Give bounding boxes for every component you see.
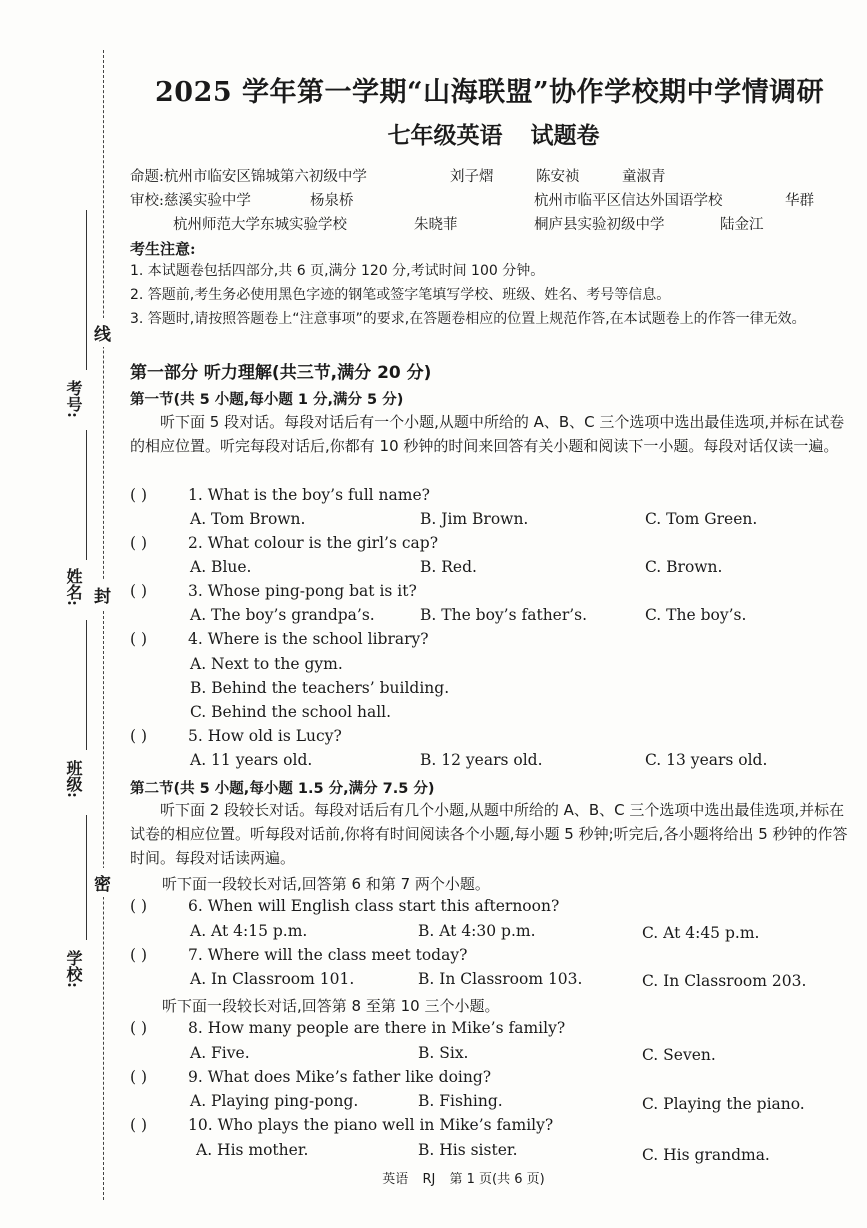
option-c: C. The boy’s.	[645, 606, 747, 624]
part1-heading: 第一部分 听力理解(共三节,满分 20 分)	[130, 363, 432, 383]
notes-heading: 考生注意:	[130, 240, 196, 258]
answer-blank[interactable]: ( )	[130, 582, 148, 600]
option-b: B. Behind the teachers’ building.	[190, 679, 450, 697]
question-8	[130, 1019, 565, 1037]
exam-title: 2025 学年第一学期“山海联盟”协作学校期中学情调研	[155, 77, 825, 108]
field-school-rule	[86, 815, 87, 940]
option-a: A. 11 years old.	[190, 751, 313, 769]
option-c: C. Brown.	[645, 558, 723, 576]
subtitle-type: 试题卷	[530, 122, 600, 149]
option-b: B. Jim Brown.	[420, 510, 529, 528]
question-stem: 4. Where is the school library?	[188, 630, 429, 648]
section2-heading: 第二节(共 5 小题,每小题 1.5 分,满分 7.5 分)	[130, 781, 435, 797]
option-a: A. Playing ping-pong.	[190, 1092, 359, 1110]
answer-blank[interactable]: ( )	[130, 534, 148, 552]
exam-subtitle	[0, 117, 867, 150]
option-b: B. Fishing.	[418, 1092, 503, 1110]
option-c: C. In Classroom 203.	[642, 972, 807, 990]
option-a: A. Blue.	[190, 558, 252, 576]
option-b: B. In Classroom 103.	[418, 970, 583, 988]
field-name-rule	[86, 430, 87, 560]
question-stem: 8. How many people are there in Mike’s family?	[188, 1019, 566, 1037]
question-stem: 3. Whose ping-pong bat is it?	[188, 582, 417, 600]
answer-blank[interactable]: ( )	[130, 1068, 148, 1086]
field-exam-number-label: 考号:	[64, 380, 83, 418]
footer-edition: RJ	[422, 1172, 436, 1187]
answer-blank[interactable]: ( )	[130, 486, 148, 504]
option-c: C. Playing the piano.	[642, 1095, 805, 1113]
question-3	[130, 582, 417, 600]
section2-sub-instruction-1: 听下面一段较长对话,回答第 6 和第 7 两个小题。	[162, 875, 490, 893]
option-b: B. 12 years old.	[420, 751, 543, 769]
field-school	[62, 950, 92, 988]
question-stem: 6. When will English class start this afternoon?	[188, 897, 560, 915]
question-1	[130, 486, 430, 504]
option-a: A. His mother.	[196, 1141, 309, 1159]
question-6	[130, 897, 559, 915]
answer-blank[interactable]: ( )	[130, 897, 148, 915]
option-a: A. The boy’s grandpa’s.	[190, 606, 375, 624]
footer-page-number: 第 1 页(共 6 页)	[449, 1172, 545, 1187]
option-b: B. The boy’s father’s.	[420, 606, 588, 624]
answer-blank[interactable]: ( )	[130, 1019, 148, 1037]
credit-reviewer-4: 陆金江	[720, 217, 764, 233]
answer-blank[interactable]: ( )	[130, 630, 148, 648]
credit-reviewer-school-3: 杭州师范大学东城实验学校	[173, 217, 347, 233]
option-c: C. At 4:45 p.m.	[642, 924, 760, 942]
credit-author-3: 童淑青	[622, 169, 666, 185]
question-4	[130, 630, 429, 648]
question-stem: 9. What does Mike’s father like doing?	[188, 1068, 492, 1086]
question-stem: 10. Who plays the piano well in Mike’s family?	[188, 1116, 554, 1134]
option-b: B. Red.	[420, 558, 477, 576]
option-c: C. Behind the school hall.	[190, 703, 392, 721]
question-stem: 1. What is the boy’s full name?	[188, 486, 430, 504]
answer-blank[interactable]: ( )	[130, 946, 148, 964]
answer-blank[interactable]: ( )	[130, 1116, 148, 1134]
field-class-rule	[86, 620, 87, 750]
section1-instruction: 听下面 5 段对话。每段对话后有一个小题,从题中所给的 A、B、C 三个选项中选出最佳选项,并标在试卷的相应位置。听完每段对话后,你都有 10 秒钟的时间来回答有关小题和阅读下一小题。每段对话仅读一遍。	[130, 413, 845, 455]
answer-blank[interactable]: ( )	[130, 727, 148, 745]
question-9	[130, 1068, 491, 1086]
footer-subject: 英语	[382, 1172, 409, 1187]
seal-mark-line: 线	[94, 318, 111, 347]
credit-reviewer-3: 朱晓菲	[414, 217, 458, 233]
option-b: B. At 4:30 p.m.	[418, 922, 536, 940]
option-a: A. Next to the gym.	[190, 655, 343, 673]
credit-author-2: 陈安祯	[536, 169, 580, 185]
option-a: A. Five.	[190, 1044, 250, 1062]
credit-reviewer-school-1: 审校:慈溪实验中学	[130, 193, 251, 209]
question-2	[130, 534, 438, 552]
field-exam-number	[62, 380, 92, 418]
credit-reviewer-school-2: 杭州市临平区信达外国语学校	[534, 193, 723, 209]
section2-sub-instruction-2: 听下面一段较长对话,回答第 8 至第 10 三个小题。	[162, 997, 500, 1015]
option-c: C. His grandma.	[642, 1146, 770, 1164]
page-footer	[0, 1168, 867, 1187]
section1-heading: 第一节(共 5 小题,每小题 1 分,满分 5 分)	[130, 392, 404, 408]
question-stem: 7. Where will the class meet today?	[188, 946, 468, 964]
field-class-label: 班级:	[64, 760, 83, 798]
question-10	[130, 1116, 553, 1134]
option-a: A. At 4:15 p.m.	[190, 922, 308, 940]
subtitle-grade: 七年级英语	[387, 122, 503, 149]
binding-dashed-line	[103, 50, 104, 1200]
question-7	[130, 946, 467, 964]
note-2: 2. 答题前,考生务必使用黑色字迹的钢笔或签字笔填写学校、班级、姓名、考号等信息。	[130, 287, 671, 303]
field-exam-number-rule	[86, 210, 87, 370]
option-b: B. Six.	[418, 1044, 469, 1062]
note-3: 3. 答题时,请按照答题卷上“注意事项”的要求,在答题卷相应的位置上规范作答,在本试题卷上的作答一律无效。	[130, 311, 806, 327]
question-5	[130, 727, 342, 745]
section2-instruction: 听下面 2 段较长对话。每段对话后有几个小题,从题中所给的 A、B、C 三个选项中选出最佳选项,并标在试卷的相应位置。听每段对话前,你将有时间阅读各个小题,每小题 5 秒钟;听完后,各小题将给出 5 秒钟的作答时间。每段对话读两遍。	[130, 801, 848, 867]
credit-author-school: 命题:杭州市临安区锦城第六初级中学	[130, 169, 367, 185]
option-c: C. Tom Green.	[645, 510, 758, 528]
option-a: A. In Classroom 101.	[190, 970, 355, 988]
option-c: C. 13 years old.	[645, 751, 768, 769]
field-name	[62, 568, 92, 606]
option-a: A. Tom Brown.	[190, 510, 306, 528]
option-b: B. His sister.	[418, 1141, 518, 1159]
note-1: 1. 本试题卷包括四部分,共 6 页,满分 120 分,考试时间 100 分钟。	[130, 263, 545, 279]
option-c: C. Seven.	[642, 1046, 716, 1064]
credit-reviewer-school-4: 桐庐县实验初级中学	[534, 217, 665, 233]
seal-mark-seal: 封	[94, 580, 111, 609]
question-stem: 5. How old is Lucy?	[188, 727, 342, 745]
field-class	[62, 760, 92, 798]
field-school-label: 学校:	[64, 950, 83, 988]
credit-reviewer-1: 杨泉桥	[310, 193, 354, 209]
seal-mark-secret: 密	[94, 868, 111, 897]
field-name-label: 姓名:	[64, 568, 83, 606]
question-stem: 2. What colour is the girl’s cap?	[188, 534, 439, 552]
credit-author-1: 刘子熠	[450, 169, 494, 185]
credit-reviewer-2: 华群	[785, 193, 814, 209]
